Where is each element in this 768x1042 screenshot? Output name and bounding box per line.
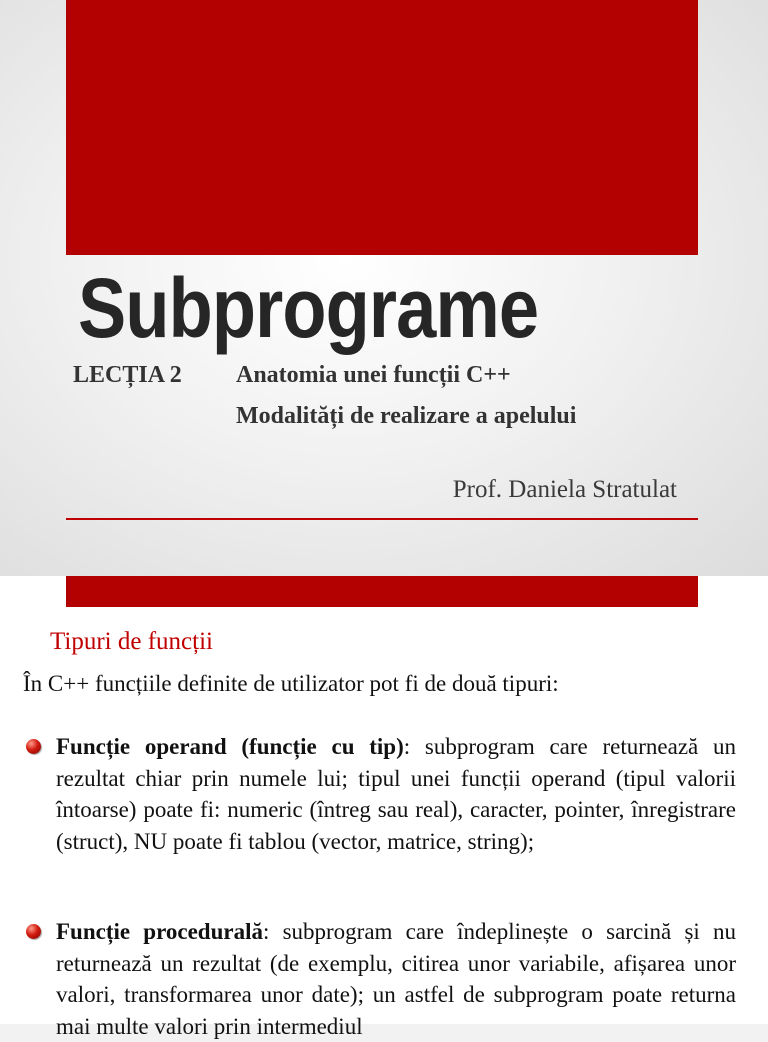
bullet-item xyxy=(26,731,736,857)
bullet-term: Funcție procedurală xyxy=(56,919,263,944)
bullet-dot-icon xyxy=(26,739,41,754)
title-red-block xyxy=(66,0,698,255)
content-slide xyxy=(0,576,768,1039)
bullet-term: Funcție operand (funcție cu tip) xyxy=(56,734,404,759)
section-title: Tipuri de funcții xyxy=(50,628,213,655)
subtitle-line: Modalități de realizare a apelului xyxy=(236,403,577,429)
author-name: Prof. Daniela Stratulat xyxy=(452,476,677,503)
bullet-description: : subprogram care returnează un rezultat chiar prin numele lui; tipul unei funcții operand (tipul valorii întoarse) poate fi: numeric (întreg sau real), caracter, pointer, înregistrare (struct), NU poate fi tablou (vector, matrice, string); xyxy=(56,734,736,854)
bullet-description: : subprogram care îndeplinește o sarcină și nu returnează un rezultat (de exemplu, citirea unor variabile, afișarea unor valori, transformarea unor date); un astfel de subprogram poate returna mai multe valori prin intermediul xyxy=(56,919,736,1039)
subtitle-line: Anatomia unei funcții C++ xyxy=(236,362,511,388)
bullet-dot-icon xyxy=(26,924,41,939)
content-red-strip xyxy=(66,576,698,607)
bullet-text xyxy=(56,731,736,857)
divider-line xyxy=(66,518,698,520)
lesson-label: LECȚIA 2 xyxy=(73,362,182,388)
bullet-text xyxy=(56,916,736,1042)
bullet-item xyxy=(26,916,736,1042)
slide-title: Subprograme xyxy=(78,261,539,355)
intro-text: În C++ funcțiile definite de utilizator pot fi de două tipuri: xyxy=(23,671,559,696)
